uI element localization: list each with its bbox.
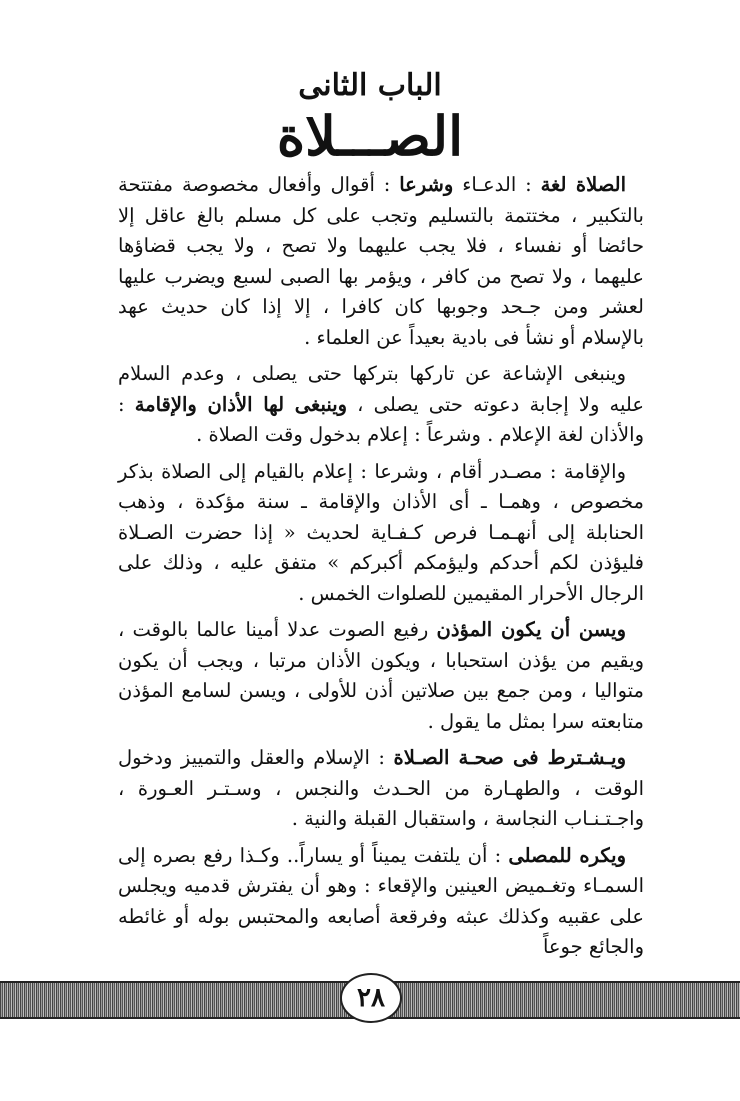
term-muadhin: ويسن أن يكون المؤذن bbox=[436, 618, 626, 641]
term-makruh: ويكره للمصلى bbox=[508, 843, 627, 867]
term-adhan-iqama: وينبغى لها الأذان والإقامة bbox=[134, 392, 348, 416]
text-segment: والإقامة : مصـدر أقام ، وشرعا : إعلام بالقيام إلى الصلاة بذكر مخصوص ، وهمـا ـ أى الأذان والإقامة ـ سنة مؤكدة ، وذهب الحنابلة إلى أنهـمـا فرص كـفـاية لحديث « إذا حضرت الصـلاة فليؤذن لكم أحدكم وليؤمكم أكبركم » متفق عليه ، وذلك على الرجال الأحرار المقيمين للصلوات الخمس . bbox=[118, 459, 644, 605]
paragraph-5 bbox=[118, 743, 644, 835]
paragraph-6 bbox=[118, 841, 644, 963]
body-text bbox=[118, 170, 644, 969]
text-segment: : الإسلام والعقل والتمييز ودخول الوقت ، والطهـارة من الحـدث والنجس ، وسـتـر العـورة ، واجـتـنـاب النجاسة ، واستقبال القبلة والنية . bbox=[118, 746, 644, 830]
section-title: الصـــلاة bbox=[276, 104, 464, 168]
text-segment: : الدعـاء bbox=[453, 173, 541, 196]
term-conditions: ويـشـترط فى صحـة الصـلاة bbox=[393, 746, 626, 769]
chapter-heading: الباب الثانى bbox=[298, 68, 442, 103]
text-segment: : أن يلتفت يميناً أو يساراً.. وكـذا رفع بصره إلى السمـاء وتغـميض العينين والإقعاء : وهو أن يفترش قدميه ويجلس على عقبيه وكذلك عبثه وفرقعة أصابعه والمحتبس بوله أو غائطه والجائع جوعاً bbox=[118, 843, 644, 958]
paragraph-3 bbox=[118, 457, 644, 610]
text-segment: : أقوال وأفعال مخصوصة مفتتحة بالتكبير ، مختتمة بالتسليم وتجب على كل مسلم بالغ عاقل إلا حائضا أو نفساء ، فلا يجب عليهما ولا تصح ، ولا يجب قضاؤها عليهما ، ولا تصح من كافر ، ويؤمر بها الصبى لسبع ويضرب عليها لعشر ومن جـحد وجوبها كان كافرا ، إلا إذا كان حديث عهد بالإسلام أو نشأ فى بادية بعيداً عن العلماء . bbox=[118, 173, 644, 349]
term-salat-lugha: الصلاة لغة bbox=[540, 173, 626, 196]
paragraph-1 bbox=[118, 170, 644, 353]
term-shar-an: وشرعا bbox=[399, 173, 454, 196]
page-number: ٢٨ bbox=[340, 973, 402, 1023]
text-segment: رفيع الصوت عدلا أمينا عالما بالوقت ، ويقيم من يؤذن استحبابا ، ويكون الأذان مرتبا ، ويجب أن يكون متواليا ، ومن جمع بين صلاتين أذن للأولى ، ويسن لسامع المؤذن متابعته سرا بمثل ما يقول . bbox=[118, 618, 644, 733]
paragraph-4 bbox=[118, 615, 644, 737]
paragraph-2 bbox=[118, 359, 644, 451]
text-segment: وينبغى الإشاعة عن تاركها بتركها حتى يصلى ، وعدم السلام عليه ولا إجابة دعوته حتى يصلى ، bbox=[118, 362, 644, 416]
text-segment: : والأذان لغة الإعلام . وشرعاً : إعلام بدخول وقت الصلاة . bbox=[118, 392, 644, 446]
